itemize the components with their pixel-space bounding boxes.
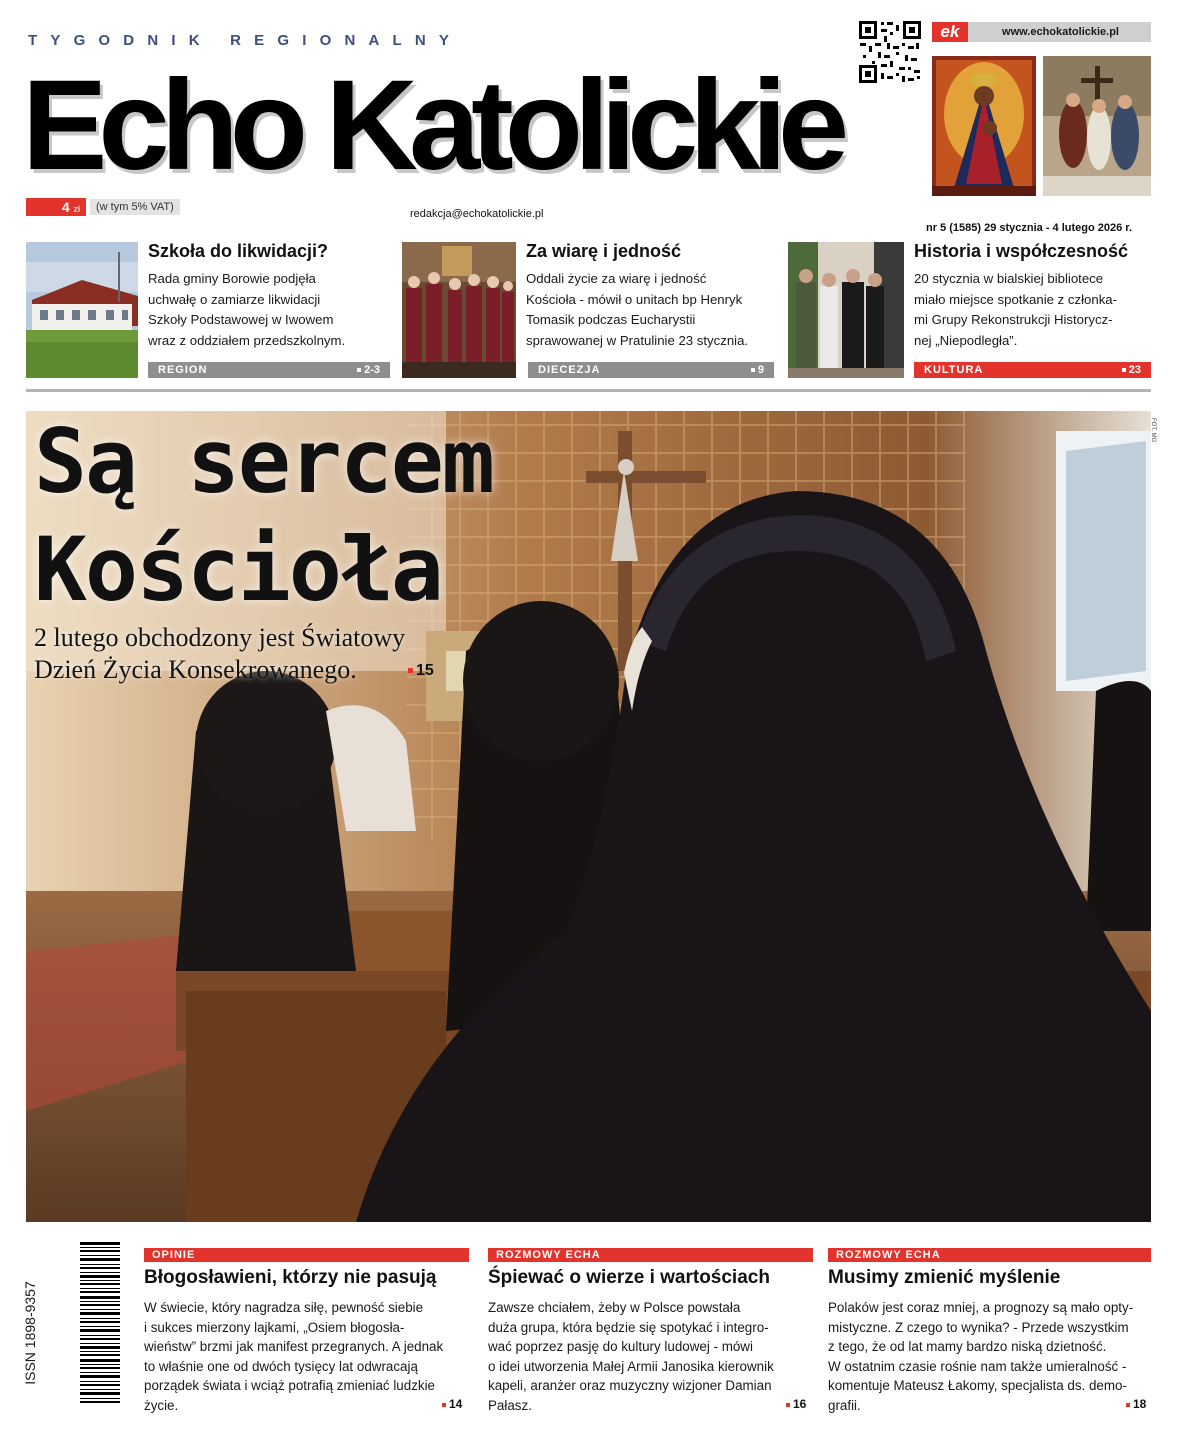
headline-subtitle — [34, 622, 405, 686]
lead-line: mistyczne. Z czego to wynika? - Przede wszystkim — [828, 1319, 1129, 1335]
teaser-line: wraz z oddziałem przedszkolnym. — [148, 332, 346, 348]
section-label: KULTURA — [924, 364, 984, 376]
lead-line: komentuje Mateusz Łakomy, specjalista ds. demo- — [828, 1378, 1127, 1393]
teaser-line: nej „Niepodległa”. — [914, 332, 1018, 348]
ek-badge: ek — [932, 22, 968, 42]
price-badge — [26, 198, 86, 216]
lead-line: Zawsze chciałem, żeby w Polsce powstała — [488, 1300, 741, 1315]
page-ref: 2-3 — [357, 362, 380, 378]
lead-line: Polaków jest coraz mniej, a prognozy są mało opty- — [828, 1300, 1134, 1315]
lead-line: duża grupa, która będzie się spotykać i integro- — [488, 1319, 769, 1335]
article-title[interactable]: Musimy zmienić myślenie — [828, 1267, 1061, 1288]
teaser-line: Szkoły Podstawowej w Iwowem — [148, 312, 334, 327]
lead-line: o idei utworzenia Małej Armii Janosika kierownik — [488, 1358, 774, 1374]
teaser-title[interactable]: Szkoła do likwidacji? — [148, 241, 329, 261]
article-title[interactable]: Śpiewać o wierze i wartościach — [488, 1267, 770, 1288]
teaser-line: Rada gminy Borowie podjęła — [148, 271, 316, 286]
lead-line: W ostatnim czasie rośnie nam także umieralność - — [828, 1358, 1127, 1374]
teaser-line: Kościoła - mówił o unitach bp Henryk — [526, 291, 743, 307]
tagline: TYGODNIK REGIONALNY — [28, 32, 463, 49]
teaser-line: mi Grupy Rekonstrukcji Historycz- — [914, 312, 1113, 327]
article-title[interactable]: Błogosławieni, którzy nie pasują — [144, 1267, 437, 1288]
teaser-line: Tomasik podczas Eucharystii — [526, 312, 696, 327]
teaser-body — [526, 269, 780, 351]
article-lead — [144, 1298, 474, 1415]
lead-line: życie. — [144, 1397, 179, 1413]
article-lead — [488, 1298, 818, 1415]
lead-line: W świecie, który nagradza siłę, pewność siebie — [144, 1300, 424, 1315]
teaser-line: sprawowanej w Pratulinie 23 stycznia. — [526, 332, 749, 348]
masthead-logo[interactable]: Echo Katolickie — [22, 54, 841, 197]
price-unit: zł — [73, 204, 80, 214]
category-bar-rozmowy[interactable]: ROZMOWY ECHA — [488, 1248, 813, 1262]
lead-line: to właśnie one od dwóch tysięcy lat odwracają — [144, 1358, 418, 1374]
section-label: REGION — [158, 364, 208, 376]
qr-code-icon — [858, 20, 922, 84]
reenactment-group-photo[interactable] — [788, 242, 904, 378]
teaser-title[interactable]: Historia i współczesność — [914, 241, 1129, 261]
email-link[interactable]: redakcja@echokatolickie.pl — [410, 208, 544, 220]
lead-line: z tego, że od lat mamy bardzo niską dzietność. — [828, 1339, 1107, 1354]
martyrs-painting-image — [1043, 56, 1151, 196]
madonna-icon-image — [932, 56, 1036, 196]
issue-info: nr 5 (1585) 29 stycznia - 4 lutego 2026 r. — [926, 222, 1133, 234]
main-headline[interactable] — [34, 408, 493, 624]
teaser-body — [148, 269, 388, 351]
divider — [26, 389, 1151, 392]
photo-credit: FOT. MG — [1150, 418, 1156, 443]
school-photo[interactable] — [26, 242, 138, 378]
church-ceremony-photo[interactable] — [402, 242, 516, 378]
page-ref: 23 — [1122, 362, 1141, 378]
section-label: DIECEZJA — [538, 364, 601, 376]
category-bar-opinie[interactable]: OPINIE — [144, 1248, 469, 1262]
lead-line: grafii. — [828, 1397, 861, 1413]
lead-line: i sukces mierzony lajkami, „Osiem błogosła- — [144, 1319, 405, 1335]
website-link[interactable]: www.echokatolickie.pl — [968, 22, 1151, 42]
teaser-title[interactable]: Za wiarę i jedność — [526, 241, 682, 261]
section-bar-diecezja[interactable] — [528, 362, 774, 378]
issn-label — [22, 1281, 38, 1385]
teaser-line: miało miejsce spotkanie z członka- — [914, 291, 1118, 307]
article-lead — [828, 1298, 1158, 1415]
teaser-line: Oddali życie za wiarę i jedność — [526, 271, 707, 286]
category-bar-rozmowy[interactable]: ROZMOWY ECHA — [828, 1248, 1151, 1262]
vat-note: (w tym 5% VAT) — [90, 199, 180, 215]
page-ref: 9 — [751, 362, 764, 378]
page-ref[interactable]: 14 — [442, 1397, 462, 1411]
barcode-icon — [28, 1240, 120, 1412]
lead-line: porządek świata i wciąż potrafią zmieniać ludzkie — [144, 1378, 436, 1393]
teaser-body — [914, 269, 1154, 351]
lead-line: kapeli, aranżer oraz muzyczny wizjoner Damian — [488, 1378, 772, 1393]
subtitle-line: 2 lutego obchodzony jest Światowy — [34, 623, 406, 652]
subtitle-line: Dzień Życia Konsekrowanego. — [34, 655, 357, 684]
teaser-line: uchwałę o zamiarze likwidacji — [148, 291, 321, 307]
lead-line: Pałasz. — [488, 1397, 532, 1413]
lead-line: wać poprzez pasję do kultury ludowej - mówi — [488, 1339, 753, 1354]
lead-line: wieństw” brzmi jak manifest przegranych. A jednak — [144, 1339, 444, 1354]
page-ref[interactable]: 18 — [1126, 1397, 1146, 1411]
issn-text: ISSN 1898-9357 — [22, 1281, 38, 1385]
section-bar-region[interactable] — [148, 362, 390, 378]
price-value: 4 — [61, 199, 70, 215]
headline-line: Są sercem — [34, 410, 493, 513]
page-ref[interactable]: 16 — [786, 1397, 806, 1411]
section-bar-kultura[interactable] — [914, 362, 1151, 378]
headline-line: Kościoła — [34, 518, 442, 621]
headline-page-ref[interactable]: 15 — [408, 662, 434, 680]
teaser-line: 20 stycznia w bialskiej bibliotece — [914, 271, 1104, 286]
